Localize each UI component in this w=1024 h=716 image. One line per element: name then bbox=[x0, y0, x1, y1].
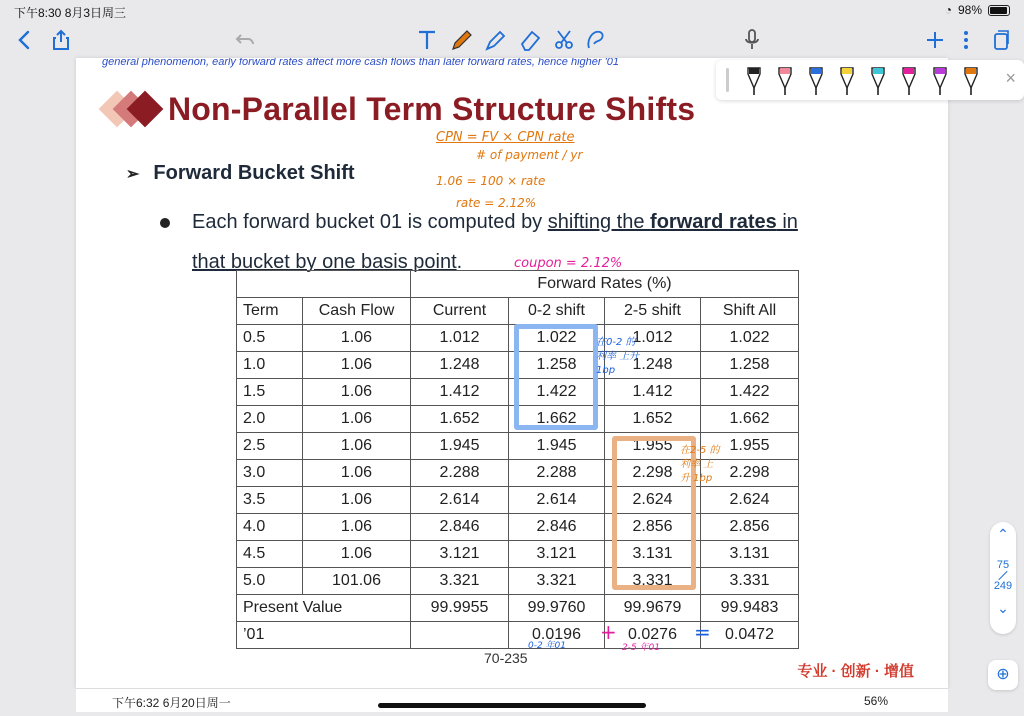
header-shift-all: Shift All bbox=[701, 298, 799, 325]
note-calc-line-2: rate = 2.12% bbox=[456, 196, 537, 210]
cell-2-5-shift: 2.624 bbox=[605, 487, 701, 514]
cell-0-2-shift: 2.846 bbox=[509, 514, 605, 541]
cell-cash-flow: 101.06 bbox=[303, 568, 411, 595]
pen-color-option[interactable] bbox=[808, 66, 822, 94]
cell-2-5-shift: 2.856 bbox=[605, 514, 701, 541]
more-icon[interactable] bbox=[956, 26, 976, 54]
cell-2-5-shift: 1.652 bbox=[605, 406, 701, 433]
cell-current: 3.121 bbox=[411, 541, 509, 568]
table-blank-header bbox=[237, 271, 411, 298]
table-01-row bbox=[237, 622, 799, 649]
underlined-bold-text: forward rates bbox=[650, 211, 777, 233]
table-row bbox=[237, 487, 799, 514]
o1-2-5-shift: 0.0276 bbox=[605, 622, 701, 649]
status-battery bbox=[945, 3, 1010, 17]
handwritten-top-note: general phenomenon, early forward rates affect more cash flows than later forward rates, hence higher '01 bbox=[102, 58, 619, 68]
pv-current: 99.9955 bbox=[411, 595, 509, 622]
home-indicator bbox=[378, 703, 646, 708]
cell-term: 4.5 bbox=[237, 541, 303, 568]
note-equals: = bbox=[694, 620, 711, 644]
share-icon[interactable] bbox=[48, 26, 74, 54]
table-header-row bbox=[237, 298, 799, 325]
cell-term: 3.0 bbox=[237, 460, 303, 487]
cell-shift-all: 1.258 bbox=[701, 352, 799, 379]
pv-2-5-shift: 99.9679 bbox=[605, 595, 701, 622]
toolbar bbox=[0, 22, 1024, 58]
cell-shift-all: 2.856 bbox=[701, 514, 799, 541]
note-orange-annotation: 在2-5 的利率 上升 1bp bbox=[680, 445, 720, 484]
cell-0-2-shift: 2.614 bbox=[509, 487, 605, 514]
text-tool-icon[interactable] bbox=[414, 26, 440, 54]
lasso-icon[interactable] bbox=[550, 26, 578, 54]
status-bar bbox=[0, 0, 1024, 22]
cell-term: 3.5 bbox=[237, 487, 303, 514]
cell-0-2-shift: 2.288 bbox=[509, 460, 605, 487]
cell-shift-all: 1.955 bbox=[701, 433, 799, 460]
pen-color-option[interactable] bbox=[870, 66, 884, 94]
zoom-icon[interactable]: ⊕ bbox=[988, 660, 1018, 690]
underlined-text: in bbox=[776, 211, 798, 233]
microphone-icon[interactable] bbox=[740, 26, 764, 54]
cell-term: 5.0 bbox=[237, 568, 303, 595]
table-group-header: Forward Rates (%) bbox=[411, 271, 799, 298]
page-title: Non-Parallel Term Structure Shifts bbox=[168, 90, 696, 127]
cell-current: 1.412 bbox=[411, 379, 509, 406]
pv-shift-all: 99.9483 bbox=[701, 595, 799, 622]
cell-term: 1.5 bbox=[237, 379, 303, 406]
table-group-header-row bbox=[237, 271, 799, 298]
cell-current: 1.248 bbox=[411, 352, 509, 379]
header-2-5-shift: 2-5 shift bbox=[605, 298, 701, 325]
cell-cash-flow: 1.06 bbox=[303, 352, 411, 379]
note-0-2-o1: 0-2 年01 bbox=[528, 641, 567, 651]
cell-cash-flow: 1.06 bbox=[303, 406, 411, 433]
text-part: Each forward bucket 01 is computed by bbox=[192, 211, 548, 233]
bullet-forward-bucket-shift bbox=[126, 162, 355, 185]
plus-icon[interactable] bbox=[922, 26, 948, 54]
cell-term: 2.5 bbox=[237, 433, 303, 460]
pen-color-option[interactable] bbox=[932, 66, 946, 94]
pen-color-option[interactable] bbox=[901, 66, 915, 94]
note-blue-annotation: 在0-2 的利率 上升 1bp bbox=[596, 337, 640, 376]
bullet-heading: Forward Bucket Shift bbox=[153, 162, 355, 184]
cell-cash-flow: 1.06 bbox=[303, 433, 411, 460]
embedded-status-battery: 56% bbox=[863, 694, 888, 708]
header-term: Term bbox=[237, 298, 303, 325]
cell-cash-flow: 1.06 bbox=[303, 541, 411, 568]
o1-shift-all: 0.0472 bbox=[701, 622, 799, 649]
cell-2-5-shift: 1.012 bbox=[605, 325, 701, 352]
cell-cash-flow: 1.06 bbox=[303, 487, 411, 514]
header-0-2-shift: 0-2 shift bbox=[509, 298, 605, 325]
o1-label: ’01 bbox=[237, 622, 411, 649]
diamond-logo-icon bbox=[100, 88, 164, 130]
cell-cash-flow: 1.06 bbox=[303, 460, 411, 487]
pen-color-option[interactable] bbox=[746, 66, 760, 94]
pen-color-option[interactable] bbox=[839, 66, 853, 94]
cell-2-5-shift: 2.298 bbox=[605, 460, 701, 487]
highlighter-icon[interactable] bbox=[482, 26, 510, 54]
header-current: Current bbox=[411, 298, 509, 325]
current-page-number: 75 bbox=[996, 559, 1010, 571]
pv-label: Present Value bbox=[237, 595, 411, 622]
cell-2-5-shift: 1.955 bbox=[605, 433, 701, 460]
underlined-text: shifting the bbox=[547, 211, 651, 233]
table-row bbox=[237, 541, 799, 568]
header-cash-flow: Cash Flow bbox=[303, 298, 411, 325]
o1-current bbox=[411, 622, 509, 649]
cell-shift-all: 1.662 bbox=[701, 406, 799, 433]
pages-icon[interactable] bbox=[988, 26, 1014, 54]
embedded-status-time: 下午6:32 6月20日周一 bbox=[112, 696, 231, 710]
cell-term: 4.0 bbox=[237, 514, 303, 541]
palette-handle[interactable] bbox=[726, 68, 729, 92]
cell-0-2-shift: 1.662 bbox=[509, 406, 605, 433]
slide-header bbox=[100, 88, 695, 130]
cell-current: 3.321 bbox=[411, 568, 509, 595]
cell-shift-all: 1.022 bbox=[701, 325, 799, 352]
cell-0-2-shift: 1.422 bbox=[509, 379, 605, 406]
cell-term: 2.0 bbox=[237, 406, 303, 433]
note-coupon: coupon = 2.12% bbox=[514, 256, 623, 271]
scroll-up-icon[interactable]: ⌃ bbox=[997, 526, 1009, 542]
cell-shift-all: 2.624 bbox=[701, 487, 799, 514]
embedded-status-bar bbox=[76, 688, 948, 712]
page-separator bbox=[998, 571, 1007, 580]
document-page[interactable] bbox=[76, 58, 948, 688]
cell-current: 1.652 bbox=[411, 406, 509, 433]
cell-0-2-shift: 3.321 bbox=[509, 568, 605, 595]
dot-bullet-icon bbox=[160, 218, 170, 228]
status-time: 下午8:30 8月3日周三 bbox=[14, 6, 127, 20]
period-text: . bbox=[456, 251, 463, 273]
cell-term: 0.5 bbox=[237, 325, 303, 352]
cell-2-5-shift: 1.412 bbox=[605, 379, 701, 406]
cell-term: 1.0 bbox=[237, 352, 303, 379]
pv-0-2-shift: 99.9760 bbox=[509, 595, 605, 622]
scroll-down-icon[interactable]: ⌄ bbox=[997, 600, 1009, 616]
cell-current: 2.846 bbox=[411, 514, 509, 541]
cell-current: 2.614 bbox=[411, 487, 509, 514]
eraser-icon[interactable] bbox=[516, 26, 544, 54]
slide-page-number: 70-235 bbox=[484, 650, 528, 666]
total-pages-number: 249 bbox=[993, 580, 1013, 592]
pen-icon[interactable] bbox=[448, 26, 476, 54]
note-calc-line-1: 1.06 = 100 × rate bbox=[436, 174, 546, 188]
shapes-icon[interactable] bbox=[582, 26, 610, 54]
table-row bbox=[237, 568, 799, 595]
cell-0-2-shift: 1.022 bbox=[509, 325, 605, 352]
wifi-icon: ◔ bbox=[944, 3, 952, 17]
cell-shift-all: 1.422 bbox=[701, 379, 799, 406]
note-cpn-formula-denominator: # of payment / yr bbox=[476, 148, 583, 162]
cell-current: 1.945 bbox=[411, 433, 509, 460]
note-2-5-o1: 2-5 年01 bbox=[622, 643, 661, 653]
note-cpn-formula: CPN = FV × CPN rate bbox=[436, 130, 575, 145]
pen-color-option[interactable] bbox=[963, 66, 977, 94]
note-plus: + bbox=[600, 620, 617, 644]
cell-2-5-shift: 3.131 bbox=[605, 541, 701, 568]
cell-0-2-shift: 1.258 bbox=[509, 352, 605, 379]
cell-cash-flow: 1.06 bbox=[303, 325, 411, 352]
battery-percent: 98% bbox=[957, 3, 982, 17]
cell-shift-all: 3.131 bbox=[701, 541, 799, 568]
undo-icon[interactable] bbox=[232, 26, 258, 54]
table-pv-row bbox=[237, 595, 799, 622]
page-scroller[interactable] bbox=[990, 522, 1016, 634]
cell-cash-flow: 1.06 bbox=[303, 514, 411, 541]
pen-palette bbox=[716, 60, 1024, 100]
chevron-left-icon[interactable] bbox=[12, 26, 36, 54]
blue-highlight-box bbox=[514, 324, 598, 430]
table-row bbox=[237, 514, 799, 541]
battery-icon bbox=[988, 5, 1010, 16]
arrow-bullet-icon: ➢ bbox=[126, 165, 140, 183]
cell-cash-flow: 1.06 bbox=[303, 379, 411, 406]
cell-current: 1.012 bbox=[411, 325, 509, 352]
o1-0-2-shift: 0.0196 bbox=[509, 622, 605, 649]
cell-0-2-shift: 3.121 bbox=[509, 541, 605, 568]
close-icon[interactable]: × bbox=[1005, 68, 1016, 88]
cell-shift-all: 3.331 bbox=[701, 568, 799, 595]
cell-0-2-shift: 1.945 bbox=[509, 433, 605, 460]
cell-shift-all: 2.298 bbox=[701, 460, 799, 487]
cell-current: 2.288 bbox=[411, 460, 509, 487]
slogan-text: 专业 · 创新 · 增值 bbox=[797, 663, 914, 680]
cell-2-5-shift: 1.248 bbox=[605, 352, 701, 379]
pen-color-option[interactable] bbox=[777, 66, 791, 94]
cell-2-5-shift: 3.331 bbox=[605, 568, 701, 595]
underlined-text: that bucket by one basis point bbox=[192, 251, 457, 273]
